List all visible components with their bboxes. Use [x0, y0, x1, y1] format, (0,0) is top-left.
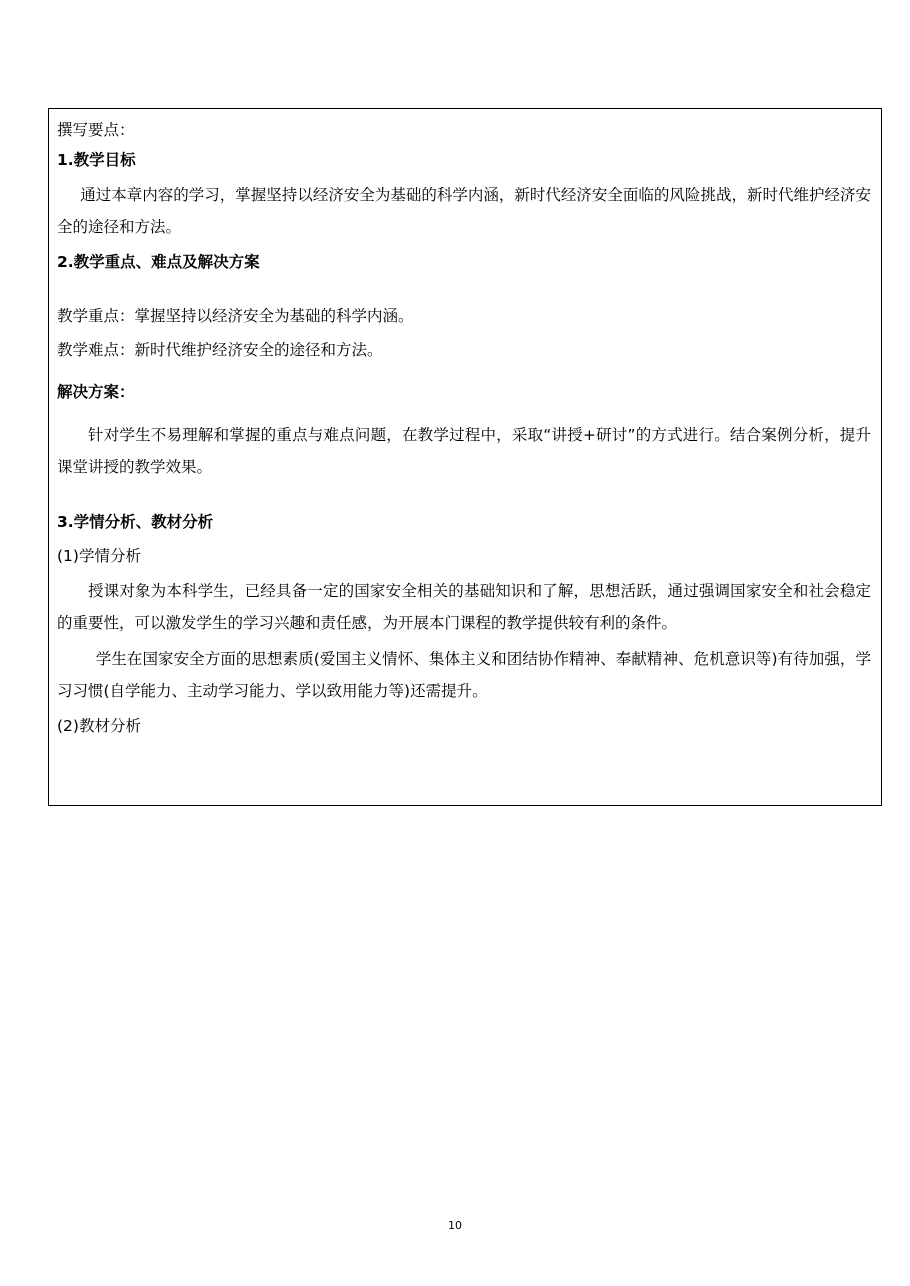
page-number: 10	[448, 1219, 462, 1232]
section1-heading: 1.教学目标	[57, 151, 136, 169]
student-analysis-paragraph-2: 学生在国家安全方面的思想素质(爱国主义情怀、集体主义和团结协作精神、奉献精神、危机意识等)有待加强，学习习惯(自学能力、主动学习能力、学以致用能力等)还需提升。	[57, 650, 871, 700]
section3-heading: 3.学情分析、教材分析	[57, 513, 214, 531]
student-analysis-subheading: (1)学情分析	[57, 547, 141, 565]
solution-heading: 解决方案：	[57, 383, 135, 401]
difficult-point: 教学难点：新时代维护经济安全的途径和方法。	[57, 341, 383, 359]
solution-paragraph: 针对学生不易理解和掌握的重点与难点问题，在教学过程中，采取“讲授+研讨”的方式进行。结合案例分析，提升课堂讲授的教学效果。	[57, 426, 871, 476]
section2-heading: 2.教学重点、难点及解决方案	[57, 253, 260, 271]
intro-label: 撰写要点：	[57, 121, 135, 139]
section1-paragraph: 通过本章内容的学习，掌握坚持以经济安全为基础的科学内涵，新时代经济安全面临的风险挑战，新时代维护经济安全的途径和方法。	[57, 186, 871, 236]
content-box	[48, 108, 882, 806]
textbook-analysis-subheading: (2)教材分析	[57, 717, 141, 735]
student-analysis-paragraph-1: 授课对象为本科学生，已经具备一定的国家安全相关的基础知识和了解，思想活跃，通过强调国家安全和社会稳定的重要性，可以激发学生的学习兴趣和责任感，为开展本门课程的教学提供较有利的条件。	[57, 582, 871, 632]
key-point: 教学重点：掌握坚持以经济安全为基础的科学内涵。	[57, 307, 414, 325]
